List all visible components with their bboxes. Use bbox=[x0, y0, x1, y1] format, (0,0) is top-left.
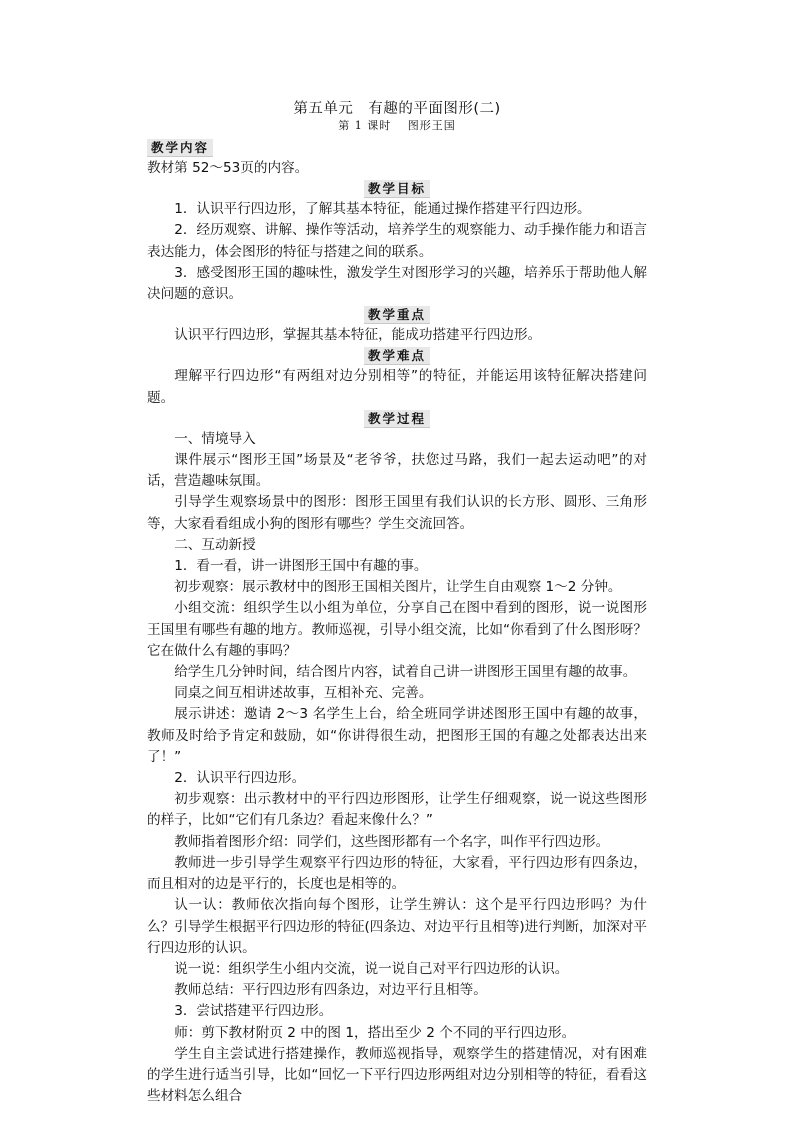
paragraph: 师：剪下教材附页 2 中的图 1，搭出至少 2 个不同的平行四边形。 bbox=[174, 1024, 576, 1041]
paragraph: 学生自主尝试进行搭建操作，教师巡视指导，观察学生的搭建情况，对有困难的学生进行适当引导，比如“回忆一下平行四边形两组对边分别相等的特征，看看这些材料怎么组合 bbox=[147, 1045, 647, 1105]
paragraph: 2．经历观察、讲解、操作等活动，培养学生的观察能力、动手操作能力和语言表达能力，体会图形的特征与搭建之间的联系。 bbox=[147, 222, 647, 260]
paragraph: 初步观察：出示教材中的平行四边形图形，让学生仔细观察，说一说这些图形的样子，比如“它们有几条边？看起来像什么？” bbox=[147, 791, 647, 829]
section-tag-key: 教学重点 bbox=[364, 306, 430, 324]
paragraph: 课件展示“图形王国”场景及“老爷爷，扶您过马路，我们一起去运动吧”的对话，营造趣味氛围。 bbox=[147, 452, 647, 490]
section-tag-content: 教学内容 bbox=[147, 139, 213, 157]
paragraph: 小组交流：组织学生以小组为单位，分享自己在图中看到的图形，说一说图形王国里有哪些有趣的地方。教师巡视，引导小组交流，比如“你看到了什么图形呀？它在做什么有趣的事吗？ bbox=[147, 600, 647, 659]
paragraph: 1．认识平行四边形，了解其基本特征，能通过操作搭建平行四边形。 bbox=[174, 201, 591, 218]
document-page bbox=[147, 100, 647, 1107]
paragraph: 2．认识平行四边形。 bbox=[174, 770, 306, 787]
unit-title: 第五单元 有趣的平面图形(二) bbox=[293, 101, 501, 117]
section-tag-process: 教学过程 bbox=[364, 410, 430, 428]
paragraph: 认一认：教师依次指向每个图形，让学生辨认：这个是平行四边形吗？为什么？引导学生根据平行四边形的特征(四条边、对边平行且相等)进行判断，加深对平行四边形的认识。 bbox=[147, 897, 647, 956]
paragraph: 认识平行四边形，掌握其基本特征，能成功搭建平行四边形。 bbox=[174, 327, 542, 344]
paragraph: 1．看一看，讲一讲图形王国中有趣的事。 bbox=[174, 558, 428, 575]
paragraph: 同桌之间互相讲述故事，互相补充、完善。 bbox=[174, 685, 433, 702]
paragraph: 理解平行四边形“有两组对边分别相等”的特征，并能运用该特征解决搭建问题。 bbox=[147, 368, 647, 406]
paragraph: 说一说：组织学生小组内交流，说一说自己对平行四边形的认识。 bbox=[174, 960, 569, 977]
paragraph: 引导学生观察场景中的图形：图形王国里有我们认识的长方形、圆形、三角形等，大家看看组成小狗的图形有哪些？学生交流回答。 bbox=[147, 494, 647, 532]
paragraph: 给学生几分钟时间，结合图片内容，试着自己讲一讲图形王国里有趣的故事。 bbox=[174, 664, 637, 681]
paragraph: 展示讲述：邀请 2～3 名学生上台，给全班同学讲述图形王国中有趣的故事，教师及时给予肯定和鼓励，如“你讲得很生动，把图形王国的有趣之处都表达出来了！” bbox=[147, 706, 647, 765]
paragraph: 3．感受图形王国的趣味性，激发学生对图形学习的兴趣，培养乐于帮助他人解决问题的意识。 bbox=[147, 264, 647, 303]
lesson-subtitle: 第 1 课时 图形王国 bbox=[338, 119, 456, 132]
paragraph: 3．尝试搭建平行四边形。 bbox=[174, 1003, 333, 1020]
paragraph: 教师指着图形介绍：同学们，这些图形都有一个名字，叫作平行四边形。 bbox=[174, 833, 610, 850]
section-heading: 一、情境导入 bbox=[174, 430, 256, 447]
paragraph: 教材第 52～53页的内容。 bbox=[147, 160, 309, 176]
section-tag-goals: 教学目标 bbox=[364, 180, 430, 198]
section-heading: 二、互动新授 bbox=[174, 536, 256, 553]
paragraph: 教师进一步引导学生观察平行四边形的特征，大家看，平行四边形有四条边，而且相对的边是平行的，长度也是相等的。 bbox=[147, 854, 647, 893]
paragraph: 教师总结：平行四边形有四条边，对边平行且相等。 bbox=[174, 982, 487, 999]
paragraph: 初步观察：展示教材中的图形王国相关图片，让学生自由观察 1～2 分钟。 bbox=[174, 579, 622, 596]
section-tag-difficulty: 教学难点 bbox=[364, 347, 430, 365]
